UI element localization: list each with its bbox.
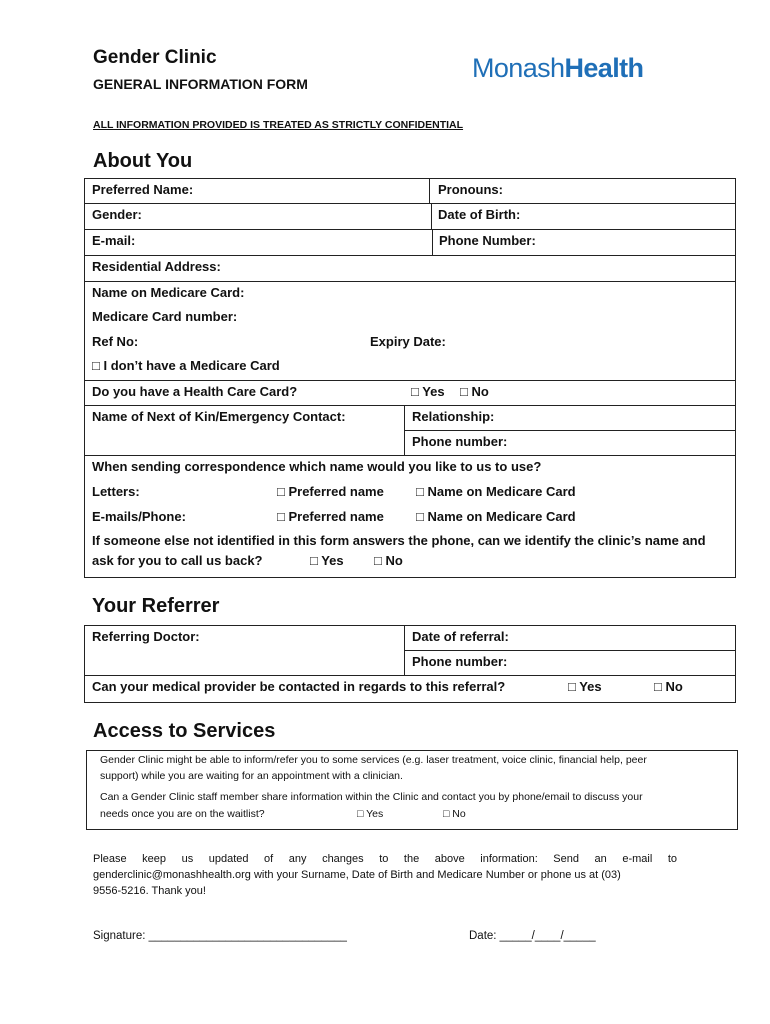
emails-medicare-checkbox[interactable]: □ Name on Medicare Card	[416, 509, 576, 524]
date-of-referral-field[interactable]: Date of referral:	[412, 629, 509, 644]
services-consent-line2: needs once you are on the waitlist?	[100, 808, 265, 820]
gender-field[interactable]: Gender:	[92, 207, 142, 222]
health-care-card-question: Do you have a Health Care Card?	[92, 384, 298, 399]
pronouns-field[interactable]: Pronouns:	[438, 182, 503, 197]
phone-number-field[interactable]: Phone Number:	[439, 233, 536, 248]
clinic-title: Gender Clinic	[93, 47, 217, 68]
relationship-field[interactable]: Relationship:	[412, 409, 495, 424]
referral-contact-question: Can your medical provider be contacted in regards to this referral?	[92, 679, 506, 694]
letters-preferred-checkbox[interactable]: □ Preferred name	[277, 484, 384, 499]
preferred-name-field[interactable]: Preferred Name:	[92, 182, 194, 197]
divider	[84, 229, 736, 230]
form-subtitle: GENERAL INFORMATION FORM	[93, 76, 308, 92]
divider	[404, 650, 736, 651]
divider	[84, 675, 736, 676]
divider	[84, 455, 736, 456]
services-consent-yes-checkbox[interactable]: □ Yes	[357, 808, 384, 820]
divider	[84, 255, 736, 256]
letters-medicare-checkbox[interactable]: □ Name on Medicare Card	[416, 484, 576, 499]
referrer-phone-field[interactable]: Phone number:	[412, 654, 508, 669]
emails-preferred-checkbox[interactable]: □ Preferred name	[277, 509, 384, 524]
callback-question-line1: If someone else not identified in this form answers the phone, can we identify the clinic’s name and	[92, 533, 706, 548]
callback-no-checkbox[interactable]: □ No	[374, 553, 403, 568]
kin-phone-field[interactable]: Phone number:	[412, 434, 508, 449]
divider	[431, 203, 432, 229]
update-notice-line1: Please keep us updated of any changes to the above information: Send an e-mail to	[93, 853, 677, 865]
update-notice	[93, 851, 677, 899]
medicare-name-field[interactable]: Name on Medicare Card:	[92, 285, 245, 300]
medicare-number-field[interactable]: Medicare Card number:	[92, 309, 238, 324]
callback-yes-checkbox[interactable]: □ Yes	[310, 553, 344, 568]
update-notice-line3: 9556-5216. Thank you!	[93, 885, 206, 897]
services-consent-line1: Can a Gender Clinic staff member share information within the Clinic and contact you by phone/email to discuss your	[100, 791, 643, 803]
ref-no-field[interactable]: Ref No:	[92, 334, 139, 349]
health-card-no-checkbox[interactable]: □ No	[460, 384, 489, 399]
divider	[404, 405, 405, 455]
callback-question-line2: ask for you to call us back?	[92, 553, 263, 568]
divider	[429, 178, 430, 204]
health-card-yes-checkbox[interactable]: □ Yes	[411, 384, 445, 399]
about-you-heading: About You	[93, 150, 193, 172]
expiry-date-field[interactable]: Expiry Date:	[370, 334, 446, 349]
date-of-birth-field[interactable]: Date of Birth:	[438, 207, 521, 222]
date-line[interactable]: Date: _____/____/_____	[469, 930, 596, 942]
divider	[404, 430, 736, 431]
divider	[84, 405, 736, 406]
divider	[84, 281, 736, 282]
update-notice-line2: genderclinic@monashhealth.org with your Surname, Date of Birth and Medicare Number or phone us at (03)	[93, 869, 621, 881]
divider	[84, 380, 736, 381]
signature-line[interactable]: Signature: _______________________________	[93, 930, 347, 942]
confidential-notice: ALL INFORMATION PROVIDED IS TREATED AS STRICTLY CONFIDENTIAL	[93, 119, 464, 131]
next-of-kin-field[interactable]: Name of Next of Kin/Emergency Contact:	[92, 409, 346, 424]
letters-label: Letters:	[92, 484, 140, 499]
logo-text-health: Health	[564, 53, 644, 83]
emails-phone-label: E-mails/Phone:	[92, 509, 186, 524]
no-medicare-checkbox[interactable]: □ I don’t have a Medicare Card	[92, 358, 280, 373]
residential-address-field[interactable]: Residential Address:	[92, 259, 221, 274]
referral-contact-yes-checkbox[interactable]: □ Yes	[568, 679, 602, 694]
referral-contact-no-checkbox[interactable]: □ No	[654, 679, 683, 694]
logo-text-monash: Monash	[472, 53, 565, 83]
correspondence-question: When sending correspondence which name would you like to us to use?	[92, 459, 542, 474]
services-consent-no-checkbox[interactable]: □ No	[443, 808, 466, 820]
your-referrer-heading: Your Referrer	[92, 595, 220, 617]
referring-doctor-field[interactable]: Referring Doctor:	[92, 629, 200, 644]
monash-health-logo	[472, 53, 643, 84]
services-info-line2: support) while you are waiting for an appointment with a clinician.	[100, 770, 403, 782]
access-to-services-heading: Access to Services	[93, 720, 276, 742]
email-field[interactable]: E-mail:	[92, 233, 136, 248]
divider	[432, 229, 433, 255]
divider	[84, 203, 736, 204]
services-info-line1: Gender Clinic might be able to inform/refer you to some services (e.g. laser treatment, voice clinic, financial help, peer	[100, 754, 647, 766]
